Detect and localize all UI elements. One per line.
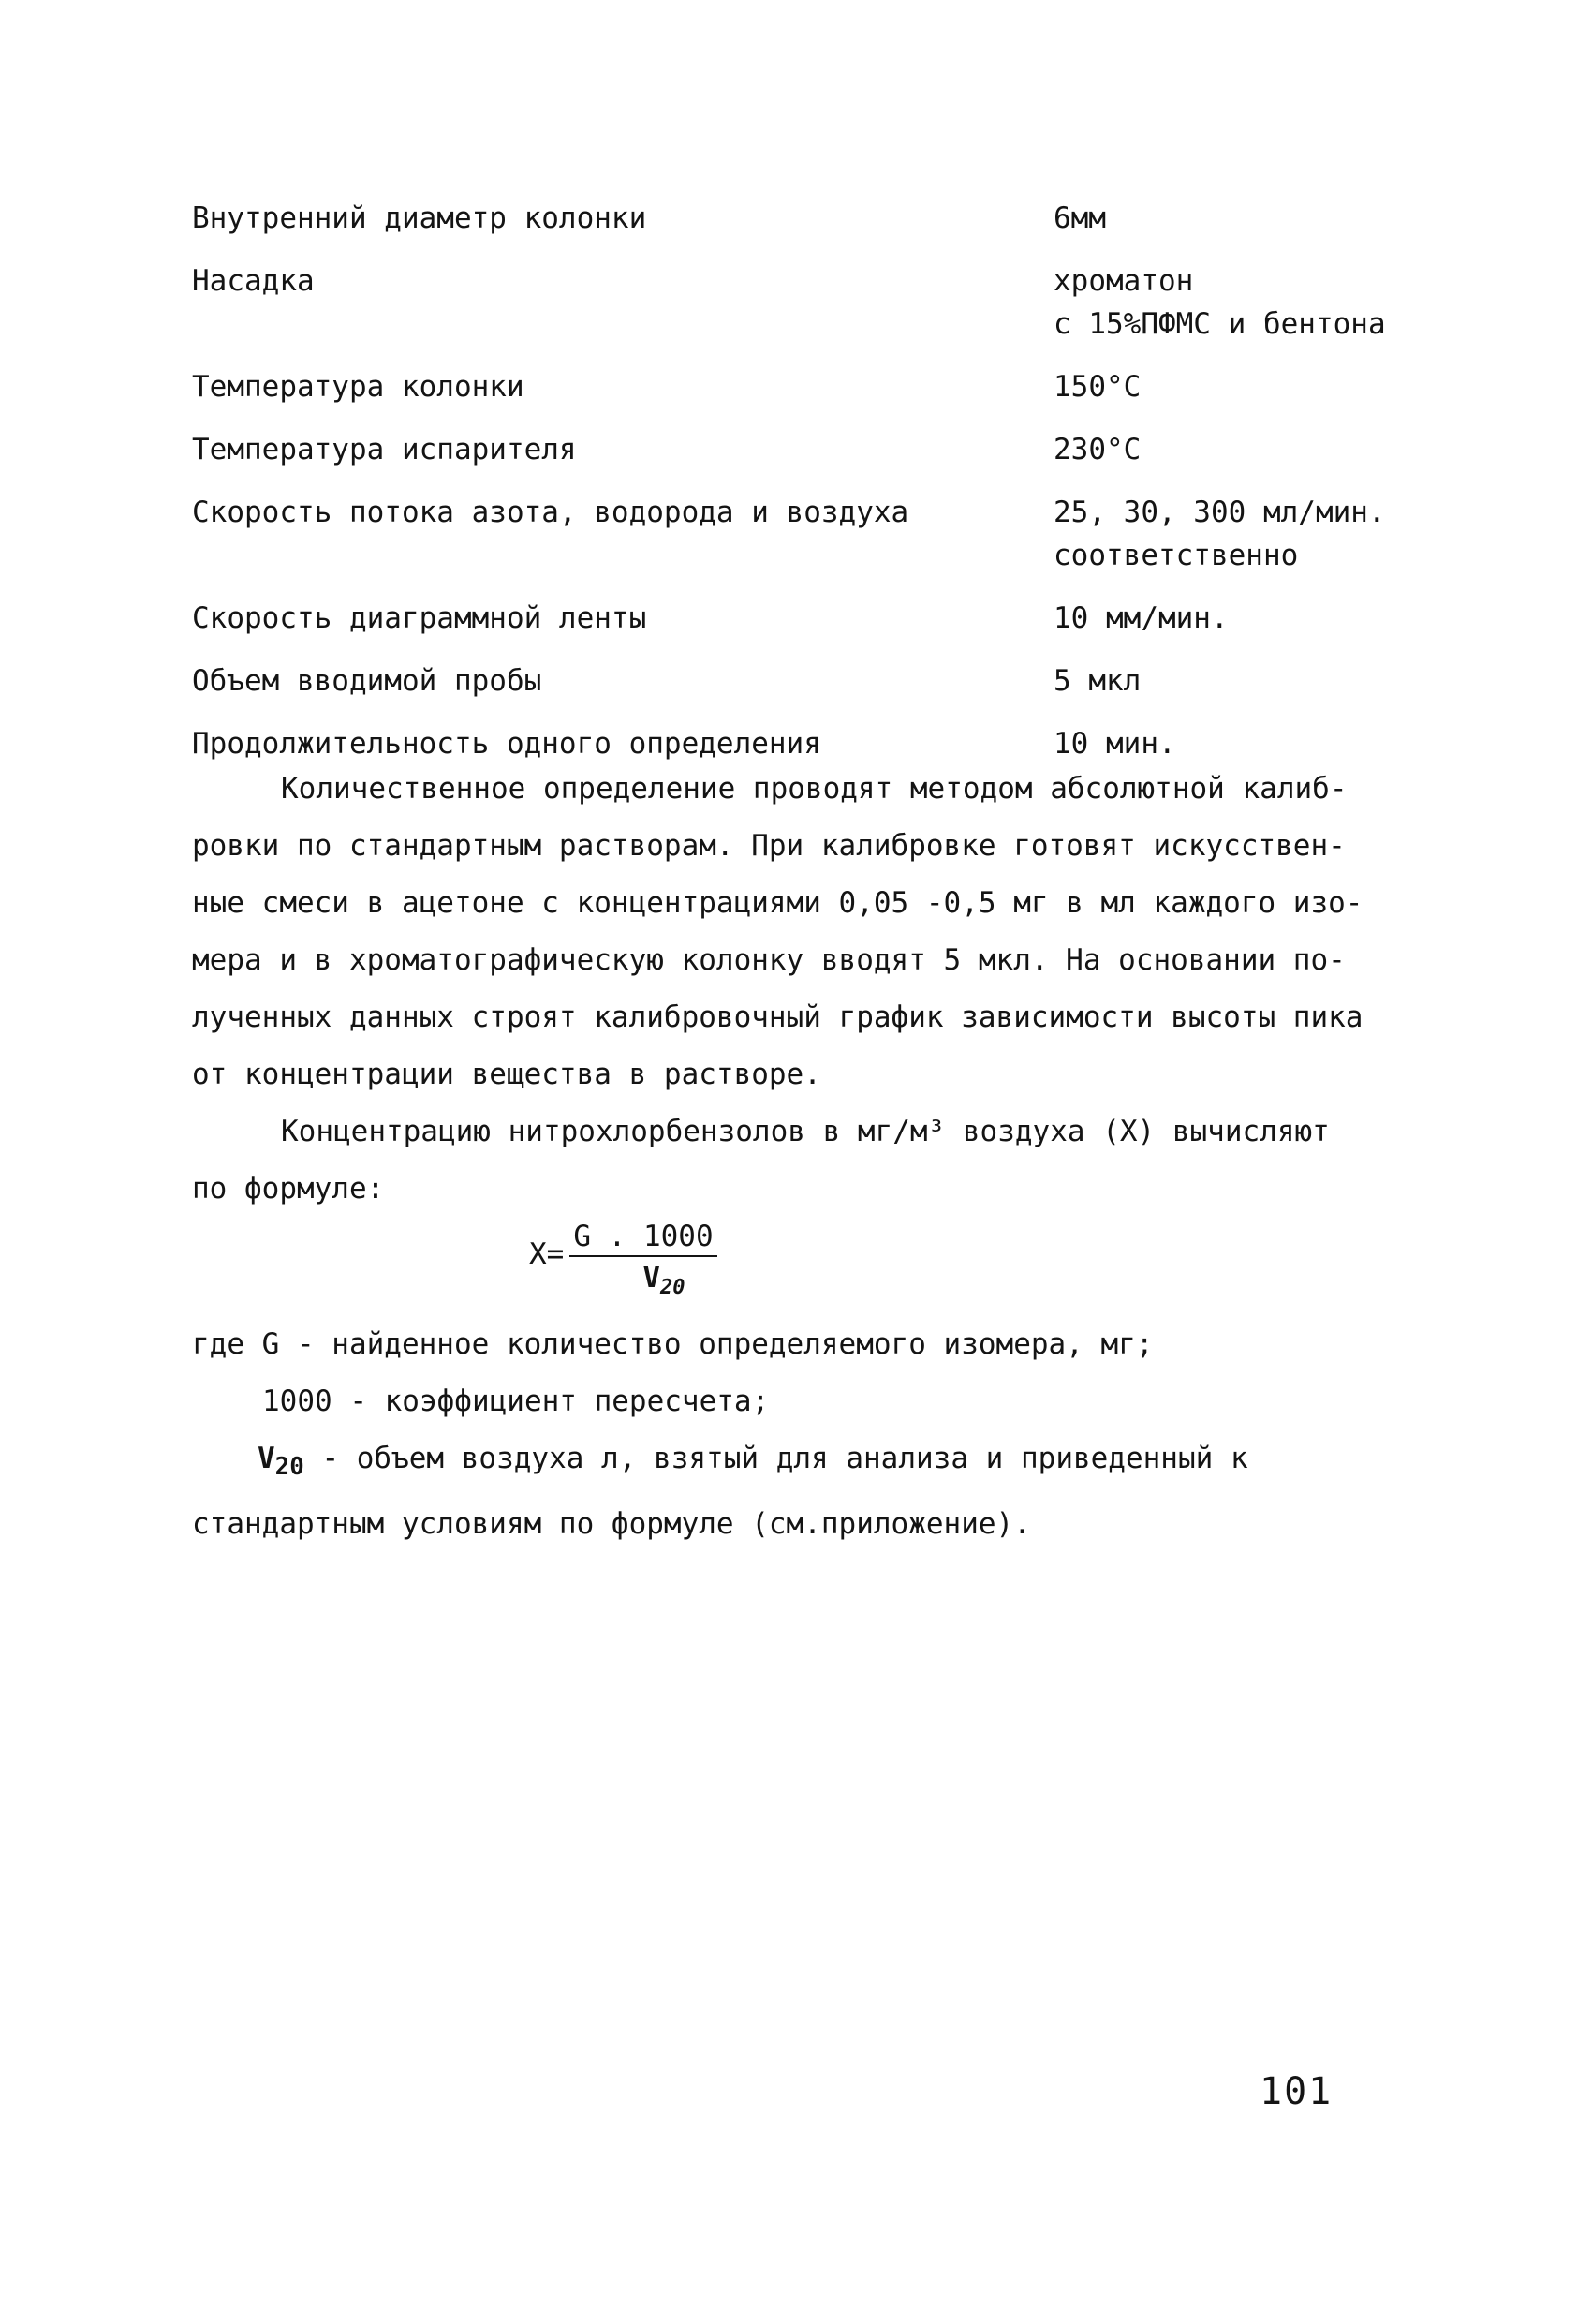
volume-symbol: V <box>258 1442 275 1475</box>
formula-definitions <box>192 1316 1400 1553</box>
parameter-value: 6мм <box>1054 201 1106 235</box>
parameter-row <box>192 365 1409 408</box>
paragraph-line: ные смеси в ацетоне с концентрациями 0,05 -0,5 мг в мл каждого изо- <box>192 886 1364 920</box>
definition-line: стандартным условиям по формуле (см.приложение). <box>192 1507 1031 1542</box>
paragraph-line: Концентрацию нитрохлорбензолов в мг/м³ воздуха (Х) вычисляют <box>281 1115 1330 1148</box>
parameter-value: хроматон с 15%ПФМС и бентона <box>1054 264 1386 341</box>
parameter-label: Температура испарителя <box>192 433 577 466</box>
parameter-value: 10 мм/мин. <box>1054 601 1229 635</box>
parameter-row <box>192 197 1409 240</box>
concentration-formula <box>529 1208 717 1311</box>
formula-lhs: Х= <box>529 1237 565 1271</box>
parameter-row <box>192 491 1409 577</box>
parameter-value: 230°С <box>1054 433 1142 466</box>
parameter-row <box>192 659 1409 703</box>
parameter-value: 5 мкл <box>1054 664 1142 698</box>
parameter-row <box>192 722 1409 765</box>
page-number: 101 <box>1260 2070 1334 2113</box>
definition-text: - объем воздуха л, взятый для анализа и приведенный к <box>303 1442 1248 1475</box>
paragraph-line: лученных данных строят калибровочный график зависимости высоты пика <box>192 1000 1364 1034</box>
concentration-paragraph <box>192 1103 1400 1218</box>
parameter-table <box>192 197 1409 785</box>
definition-line <box>192 1430 1400 1496</box>
formula-fraction <box>569 1220 716 1299</box>
parameter-label: Насадка <box>192 264 315 298</box>
parameter-label: Скорость диаграммной ленты <box>192 601 647 635</box>
paragraph-line: ровки по стандартным растворам. При калибровке готовят искусствен- <box>192 829 1346 863</box>
definition-line: 1000 - коэффициент пересчета; <box>262 1384 770 1418</box>
parameter-value: 150°С <box>1054 370 1142 404</box>
paragraph-line: от концентрации вещества в растворе. <box>192 1058 821 1091</box>
parameter-label: Продолжительность одного определения <box>192 727 821 761</box>
formula-numerator: G . 1000 <box>569 1220 716 1257</box>
definition-line: где G - найденное количество определяемого изомера, мг; <box>192 1327 1154 1361</box>
parameter-value: 10 мин. <box>1054 727 1176 761</box>
paragraph-line: мера и в хроматографическую колонку вводят 5 мкл. На основании по- <box>192 943 1346 977</box>
formula-denominator <box>569 1257 685 1299</box>
paragraph-line: Количественное определение проводят методом абсолютной калиб- <box>281 772 1348 806</box>
parameter-row <box>192 428 1409 471</box>
parameter-value: 25, 30, 300 мл/мин. соответственно <box>1054 496 1386 572</box>
parameter-row <box>192 259 1409 346</box>
parameter-label: Внутренний диаметр колонки <box>192 201 647 235</box>
parameter-label: Скорость потока азота, водорода и воздуха <box>192 496 909 529</box>
paragraph-line: по формуле: <box>192 1172 385 1206</box>
denominator-symbol: V <box>642 1261 660 1295</box>
parameter-label: Температура колонки <box>192 370 524 404</box>
denominator-subscript: 20 <box>660 1276 685 1300</box>
parameter-row <box>192 597 1409 640</box>
volume-subscript: 20 <box>274 1453 304 1482</box>
calibration-paragraph <box>192 761 1400 1103</box>
parameter-label: Объем вводимой пробы <box>192 664 542 698</box>
